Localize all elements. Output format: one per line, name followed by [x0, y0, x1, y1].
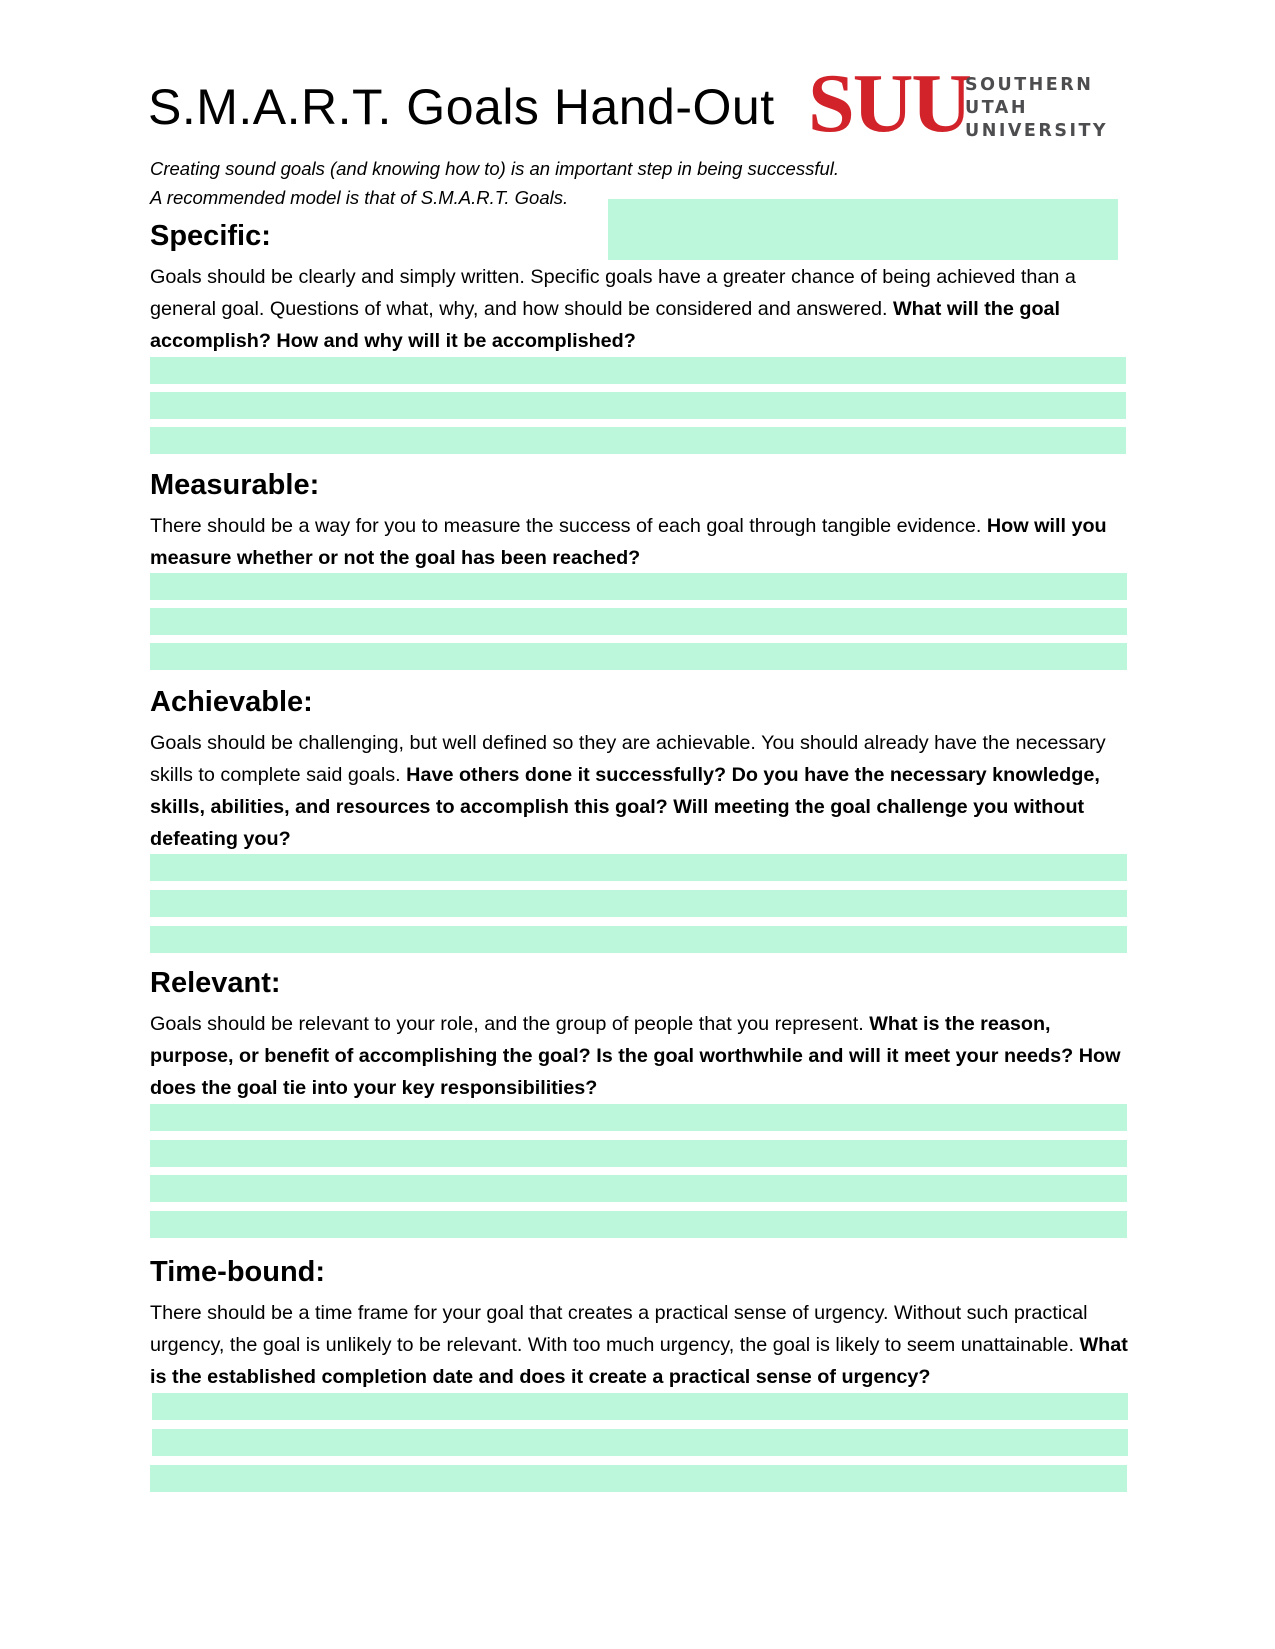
section-heading-achievable: Achievable: [150, 686, 313, 718]
section-description: There should be a time frame for your goal that creates a practical sense of urgency. Without such practical urgency, the goal is unlikely to be relevant. With too much urgency, the goal is likely to seem unattainable. [150, 1302, 1088, 1356]
section-description: Goals should be relevant to your role, and the group of people that you represent. [150, 1013, 870, 1035]
page-title: S.M.A.R.T. Goals Hand-Out [148, 79, 775, 135]
specific-answer-field-1[interactable] [150, 357, 1126, 384]
section-text-time-bound [150, 1297, 1130, 1393]
relevant-answer-field-2[interactable] [150, 1140, 1127, 1167]
section-question: What is the established completion date and does it create a practical sense of urgency? [150, 1334, 1128, 1388]
section-question: Have others done it successfully? Do you have the necessary knowledge, skills, abilities, and resources to accomplish this goal? Will meeting the goal challenge you without defeating you? [150, 764, 1100, 850]
time-bound-answer-field-1[interactable] [152, 1393, 1128, 1420]
intro-line-2: A recommended model is that of S.M.A.R.T. Goals. [150, 187, 569, 208]
relevant-answer-field-1[interactable] [150, 1104, 1127, 1131]
measurable-answer-field-3[interactable] [150, 643, 1127, 670]
achievable-answer-field-1[interactable] [150, 854, 1127, 881]
suu-logo-mark: SUU [808, 57, 971, 150]
section-text-specific [150, 261, 1130, 357]
time-bound-answer-field-2[interactable] [152, 1429, 1128, 1456]
section-heading-measurable: Measurable: [150, 469, 320, 501]
section-description: There should be a way for you to measure the success of each goal through tangible evidence. [150, 515, 987, 537]
section-heading-relevant: Relevant: [150, 967, 281, 999]
name-input-field[interactable] [608, 199, 1118, 260]
specific-answer-field-3[interactable] [150, 427, 1126, 454]
section-question: How will you measure whether or not the goal has been reached? [150, 515, 1107, 569]
section-description: Goals should be challenging, but well defined so they are achievable. You should already have the necessary skills to complete said goals. [150, 732, 1106, 786]
achievable-answer-field-2[interactable] [150, 890, 1127, 917]
relevant-answer-field-4[interactable] [150, 1211, 1127, 1238]
logo-line-3: UNIVERSITY [965, 121, 1109, 141]
suu-logo-text [965, 74, 1108, 143]
time-bound-answer-field-3[interactable] [150, 1465, 1127, 1492]
section-text-achievable [150, 727, 1130, 855]
logo-line-2: UTAH [965, 98, 1028, 118]
achievable-answer-field-3[interactable] [150, 926, 1127, 953]
section-text-relevant [150, 1008, 1130, 1104]
section-question: What is the reason, purpose, or benefit of accomplishing the goal? Is the goal worthwhile and will it meet your needs? How does the goal tie into your key responsibilities? [150, 1013, 1121, 1099]
section-text-measurable [150, 510, 1130, 574]
section-description: Goals should be clearly and simply written. Specific goals have a greater chance of being achieved than a general goal. Questions of what, why, and how should be considered and answered. [150, 266, 1076, 320]
section-heading-time-bound: Time-bound: [150, 1256, 326, 1288]
specific-answer-field-2[interactable] [150, 392, 1126, 419]
measurable-answer-field-1[interactable] [150, 573, 1127, 600]
section-question: What will the goal accomplish? How and why will it be accomplished? [150, 298, 1061, 352]
measurable-answer-field-2[interactable] [150, 608, 1127, 635]
section-heading-specific: Specific: [150, 220, 271, 252]
relevant-answer-field-3[interactable] [150, 1175, 1127, 1202]
intro-line-1: Creating sound goals (and knowing how to) is an important step in being successful. [150, 158, 839, 179]
logo-line-1: SOUTHERN [965, 75, 1094, 95]
